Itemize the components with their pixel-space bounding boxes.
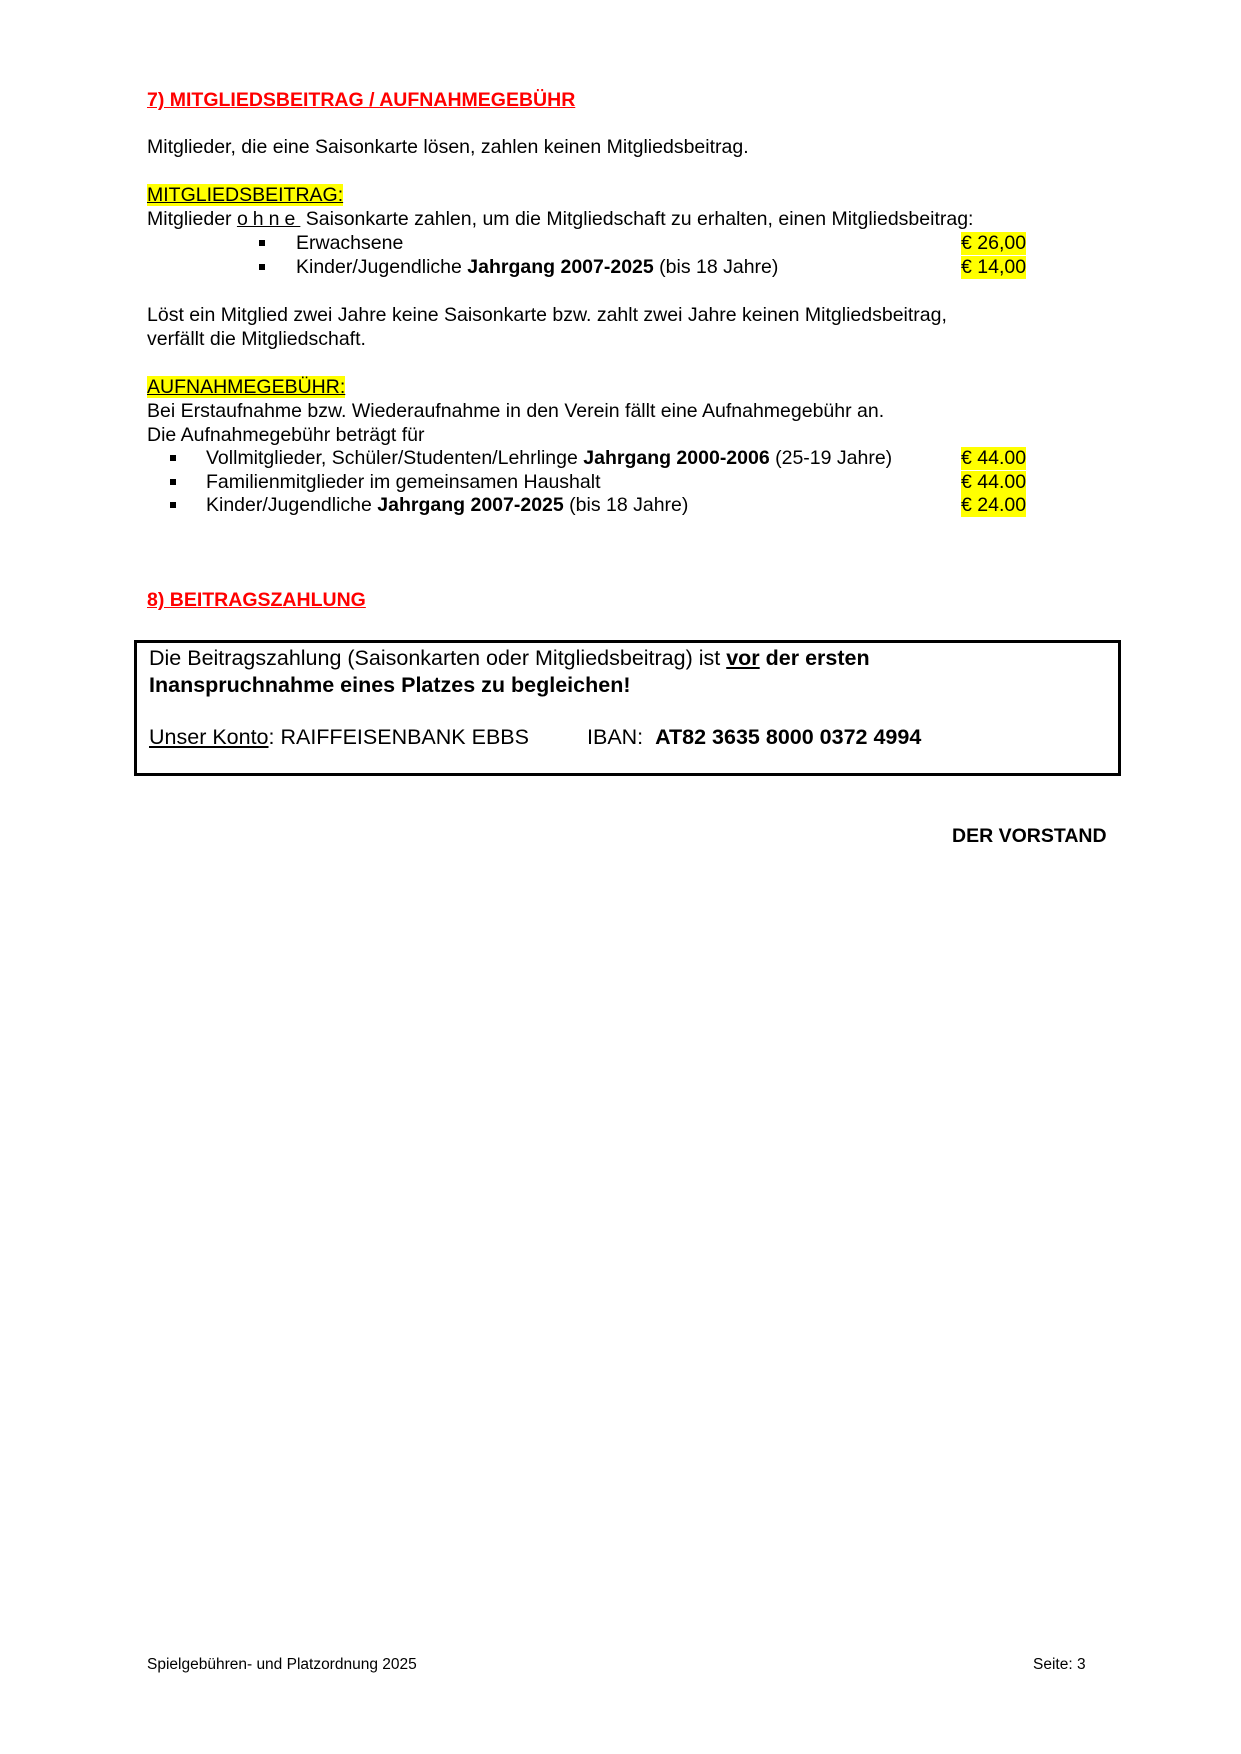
price-badge: € 24.00 — [961, 494, 1027, 516]
mitgliedsbeitrag-text — [147, 208, 973, 231]
item-suffix: (25-19 Jahre) — [769, 447, 893, 469]
item-text: Familienmitglieder im gemeinsamen Haushalt — [206, 471, 601, 493]
lapse-line-1: Löst ein Mitglied zwei Jahre keine Saisonkarte bzw. zahlt zwei Jahre keinen Mitgliedsbeitrag, — [147, 304, 947, 326]
page-number: Seite: 3 — [1033, 1656, 1086, 1673]
payment-line-1-pre: Die Beitragszahlung (Saisonkarten oder Mitgliedsbeitrag) ist — [149, 646, 727, 670]
item-suffix: (bis 18 Jahre) — [653, 256, 779, 278]
mitgliedsbeitrag-item-2 — [296, 256, 778, 279]
mitgliedsbeitrag-item-1 — [296, 232, 403, 255]
item-bold: Jahrgang 2007-2025 — [377, 494, 564, 516]
iban-label: IBAN: — [587, 725, 644, 749]
vor-emphasis: vor — [726, 646, 760, 670]
signature: DER VORSTAND — [952, 825, 1107, 847]
price-badge: € 44.00 — [961, 471, 1027, 493]
lapse-line-2: verfällt die Mitgliedschaft. — [147, 328, 366, 350]
ohne-emphasis: ohne — [236, 208, 301, 230]
item-suffix: (bis 18 Jahre) — [563, 494, 689, 516]
bullet-icon — [170, 479, 176, 485]
section-8-heading: 8) BEITRAGSZAHLUNG — [147, 589, 366, 611]
konto-label: Unser Konto — [149, 725, 269, 749]
bullet-icon — [259, 240, 265, 246]
bullet-icon — [170, 502, 176, 508]
price-badge: € 44.00 — [961, 447, 1027, 469]
item-text: Erwachsene — [296, 232, 404, 254]
bullet-icon — [170, 455, 176, 461]
payment-box — [134, 640, 1121, 776]
item-bold: Jahrgang 2000-2006 — [583, 447, 770, 469]
price-badge: € 14,00 — [961, 256, 1027, 278]
aufnahmegebuehr-item-2 — [206, 471, 601, 494]
mitgliedsbeitrag-label — [147, 184, 343, 207]
aufnahmegebuehr-item-1 — [206, 447, 892, 470]
mitgliedsbeitrag-label-text: MITGLIEDSBEITRAG: — [147, 184, 344, 206]
konto-value: : RAIFFEISENBANK EBBS — [268, 725, 529, 749]
mitgliedsbeitrag-text-pre: Mitglieder — [147, 208, 237, 230]
item-bold: Jahrgang 2007-2025 — [467, 256, 654, 278]
payment-line-2: Inanspruchnahme eines Platzes zu begleichen! — [149, 673, 631, 697]
aufnahmegebuehr-line-2: Die Aufnahmegebühr beträgt für — [147, 424, 425, 446]
aufnahmegebuehr-label-text: AUFNAHMEGEBÜHR: — [147, 376, 346, 398]
item-text: Kinder/Jugendliche — [296, 256, 468, 278]
aufnahmegebuehr-line-1: Bei Erstaufnahme bzw. Wiederaufnahme in den Verein fällt eine Aufnahmegebühr an. — [147, 400, 885, 422]
bullet-icon — [259, 264, 265, 270]
iban — [587, 724, 921, 751]
mitgliedsbeitrag-text-post: Saisonkarte zahlen, um die Mitgliedschaft zu erhalten, einen Mitgliedsbeitrag: — [300, 208, 974, 230]
price-badge: € 26,00 — [961, 232, 1027, 254]
section-7-heading: 7) MITGLIEDSBEITRAG / AUFNAHMEGEBÜHR — [147, 89, 576, 111]
aufnahmegebuehr-label — [147, 376, 345, 399]
section-7-intro: Mitglieder, die eine Saisonkarte lösen, zahlen keinen Mitgliedsbeitrag. — [147, 136, 749, 158]
bank-account — [149, 724, 529, 751]
footer-left: Spielgebühren- und Platzordnung 2025 — [147, 1656, 417, 1673]
aufnahmegebuehr-item-3 — [206, 494, 688, 517]
payment-line-1 — [149, 645, 870, 672]
item-text: Vollmitglieder, Schüler/Studenten/Lehrlinge — [206, 447, 584, 469]
iban-value: AT82 3635 8000 0372 4994 — [655, 725, 922, 749]
item-text: Kinder/Jugendliche — [206, 494, 378, 516]
payment-line-1-post: der ersten — [759, 646, 870, 670]
